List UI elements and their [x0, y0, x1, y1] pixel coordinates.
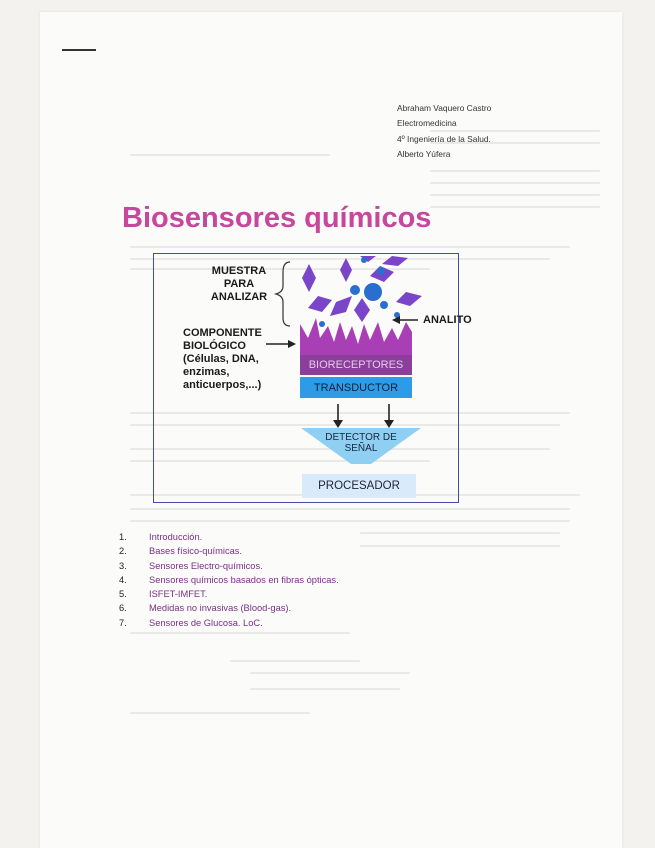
toc-text: Sensores químicos basados en fibras ópticas. — [149, 574, 339, 585]
label-line: ANALIZAR — [210, 291, 268, 303]
analyte-circle — [350, 285, 360, 295]
arrowhead — [333, 420, 343, 428]
receptor-spike — [300, 318, 412, 355]
toc-number: 1. — [119, 532, 127, 542]
analyte-diamond — [308, 296, 332, 312]
label-line: (Células, DNA, — [183, 353, 259, 365]
label-analito: ANALITO — [423, 314, 472, 326]
analyte-circle — [377, 267, 385, 275]
analyte-diamond — [340, 258, 352, 282]
label-line: enzimas, — [183, 366, 230, 378]
sample-brace — [276, 262, 290, 326]
document-title: Biosensores químicos — [122, 202, 432, 234]
transductor-bar: TRANSDUCTOR — [300, 377, 412, 398]
toc-number: 7. — [119, 617, 127, 628]
toc-number: 4. — [119, 574, 127, 585]
analyte-diamonds — [302, 256, 422, 322]
analyte-diamond — [382, 256, 408, 266]
arrowhead — [384, 420, 394, 428]
author-line: 4º Ingeniería de la Salud. — [397, 133, 491, 144]
toc-text: ISFET-IMFET. — [149, 589, 208, 600]
toc-text: Sensores de Glucosa. LoC. — [149, 617, 263, 628]
analyte-circle — [380, 301, 388, 309]
label-line: COMPONENTE — [183, 327, 262, 339]
arrowhead — [288, 340, 296, 348]
analyte-circle — [364, 283, 382, 301]
toc-number: 2. — [119, 546, 127, 557]
author-line: Electromedicina — [397, 118, 457, 129]
analyte-diamond — [396, 292, 422, 306]
analyte-circle — [361, 257, 367, 263]
label-muestra — [209, 265, 269, 304]
toc-number: 6. — [119, 603, 127, 614]
bioreceptor-spikes — [300, 318, 412, 355]
toc-text: Sensores Electro-químicos. — [149, 560, 263, 571]
label-line: DETECTOR DE — [325, 432, 397, 443]
toc-text: Introducción. — [149, 532, 203, 542]
label-componente — [183, 327, 262, 392]
procesador-box: PROCESADOR — [302, 474, 416, 498]
label-line: anticuerpos,...) — [183, 379, 262, 391]
label-line: MUESTRA — [211, 265, 267, 277]
toc-number: 3. — [119, 560, 127, 571]
author-line: Alberto Yúfera — [397, 149, 451, 160]
toc-number: 5. — [119, 589, 127, 600]
label-line: PARA — [223, 278, 255, 290]
analyte-diamond — [330, 296, 352, 316]
analyte-diamond — [354, 298, 370, 322]
analyte-circle — [319, 321, 325, 327]
author-line: Abraham Vaquero Castro — [397, 103, 492, 113]
bioreceptores-bar: BIORECEPTORES — [300, 355, 412, 375]
toc-text: Medidas no invasivas (Blood-gas). — [149, 603, 292, 614]
label-line: SEÑAL — [344, 443, 378, 454]
label-line: BIOLÓGICO — [183, 340, 246, 352]
analyte-diamond — [302, 264, 316, 292]
detector-label — [301, 432, 421, 454]
toc-text: Bases físico-químicas. — [149, 546, 243, 557]
